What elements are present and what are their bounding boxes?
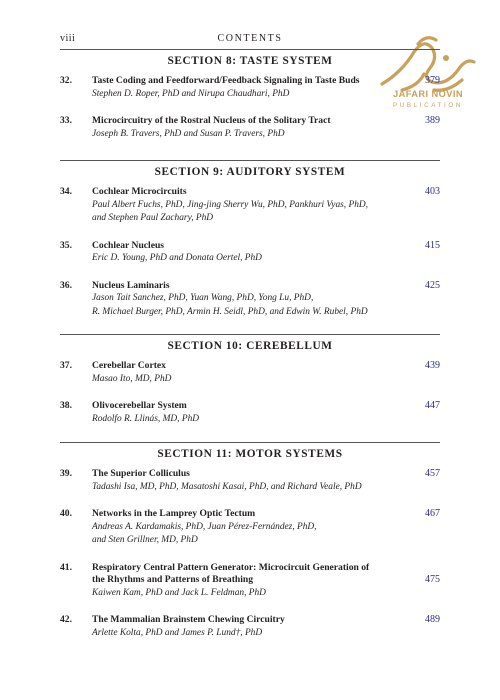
entry-page[interactable]: 403 (425, 186, 440, 197)
toc-entry[interactable] (60, 468, 440, 494)
entry-number: 34. (60, 186, 72, 197)
entry-page[interactable]: 489 (425, 614, 440, 626)
entry-number: 35. (60, 239, 72, 251)
entry-authors: Tadashi Isa, MD, PhD, Masatoshi Kasai, PhD, and Richard Veale, PhD (92, 481, 362, 492)
section-11 (60, 442, 440, 654)
toc-entry[interactable] (60, 115, 440, 141)
section-title: SECTION 8: TASTE SYSTEM (167, 55, 333, 67)
entry-title: Microcircuitry of the Rostral Nucleus of the Solitary Tract (92, 115, 331, 127)
entry-number: 42. (60, 614, 72, 626)
section-title: SECTION 11: MOTOR SYSTEMS (157, 448, 343, 460)
entry-page[interactable]: 389 (425, 115, 440, 127)
section-rule (60, 442, 440, 443)
page-folio: viii (60, 33, 76, 44)
entry-title: Nucleus Laminaris (92, 279, 170, 291)
entry-title: the Rhythms and Patterns of Breathing (92, 574, 254, 586)
section-9 (60, 160, 440, 333)
entry-number: 37. (60, 360, 72, 371)
entry-number: 32. (60, 75, 72, 86)
toc-entry[interactable] (60, 508, 440, 548)
entry-title: Respiratory Central Pattern Generator: Microcircuit Generation of (92, 561, 370, 573)
toc-entry[interactable] (60, 360, 440, 386)
entry-authors: and Sten Grillner, MD, PhD (92, 535, 198, 546)
entry-authors: Stephen D. Roper, PhD and Nirupa Chaudhari, PhD (92, 88, 290, 99)
toc-entry[interactable] (60, 240, 440, 266)
toc-entry[interactable] (60, 280, 440, 320)
publisher-logo-name: JAFARI NOVIN (393, 89, 463, 99)
entry-page[interactable]: 457 (425, 468, 440, 479)
entry-number: 33. (60, 115, 72, 127)
section-rule (60, 160, 440, 161)
entry-page[interactable]: 425 (425, 279, 440, 291)
entry-authors: Paul Albert Fuchs, PhD, Jing-jing Sherry Wu, PhD, Pankhuri Vyas, PhD, (92, 199, 369, 210)
entry-page[interactable]: 439 (425, 360, 440, 371)
entry-page[interactable]: 379 (425, 75, 440, 86)
section-10 (60, 334, 440, 440)
entry-title: Olivocerebellar System (92, 400, 187, 412)
toc-entry[interactable] (60, 400, 440, 426)
entry-title: The Superior Colliculus (92, 468, 190, 479)
entry-authors: Jason Tait Sanchez, PhD, Yuan Wang, PhD, Yong Lu, PhD, (92, 293, 314, 304)
publisher-logo-sub: PUBLICATION (392, 102, 464, 109)
entry-page[interactable]: 475 (425, 573, 440, 585)
entry-title: The Mammalian Brainstem Chewing Circuitry (92, 614, 285, 626)
entry-page[interactable]: 415 (425, 239, 440, 251)
entry-number: 41. (60, 561, 72, 573)
entry-authors: Masao Ito, MD, PhD (92, 373, 172, 384)
entry-authors: Arlette Kolta, PhD and James P. Lund†, PhD (92, 627, 263, 638)
running-head: CONTENTS (217, 33, 283, 44)
entry-authors: R. Michael Burger, PhD, Armin H. Seidl, PhD, and Edwin W. Rubel, PhD (92, 306, 368, 317)
entry-authors: Joseph B. Travers, PhD and Susan P. Travers, PhD (92, 128, 285, 139)
entry-title: Cerebellar Cortex (92, 360, 166, 371)
toc-entry[interactable] (60, 614, 440, 640)
entry-authors: Eric D. Young, PhD and Donata Oertel, PhD (92, 253, 262, 264)
entry-number: 36. (60, 279, 72, 291)
entry-title: Cochlear Nucleus (92, 239, 165, 251)
entry-page[interactable]: 467 (425, 508, 440, 520)
entry-authors: and Stephen Paul Zachary, PhD (92, 213, 214, 224)
entry-title: Networks in the Lamprey Optic Tectum (92, 508, 256, 520)
entry-title: Taste Coding and Feedforward/Feedback Signaling in Taste Buds (92, 75, 360, 86)
toc-entry[interactable] (60, 186, 440, 226)
entry-authors: Kaiwen Kam, PhD and Jack L. Feldman, PhD (92, 587, 266, 598)
entry-number: 39. (60, 468, 72, 479)
toc-entry[interactable] (60, 75, 440, 101)
entry-page[interactable]: 447 (425, 400, 440, 412)
entry-authors: Rodolfo R. Llinás, MD, PhD (92, 413, 200, 424)
section-title: SECTION 9: AUDITORY SYSTEM (154, 166, 346, 178)
section-8 (60, 49, 440, 155)
entry-authors: Andreas A. Kardamakis, PhD, Juan Pérez-Fernández, PhD, (92, 521, 317, 532)
toc-entry[interactable] (60, 562, 440, 601)
entry-number: 40. (60, 508, 72, 520)
section-rule (60, 334, 440, 335)
entry-title: Cochlear Microcircuits (92, 186, 187, 197)
section-title: SECTION 10: CEREBELLUM (167, 340, 333, 352)
section-rule (60, 49, 440, 50)
entry-number: 38. (60, 400, 72, 412)
